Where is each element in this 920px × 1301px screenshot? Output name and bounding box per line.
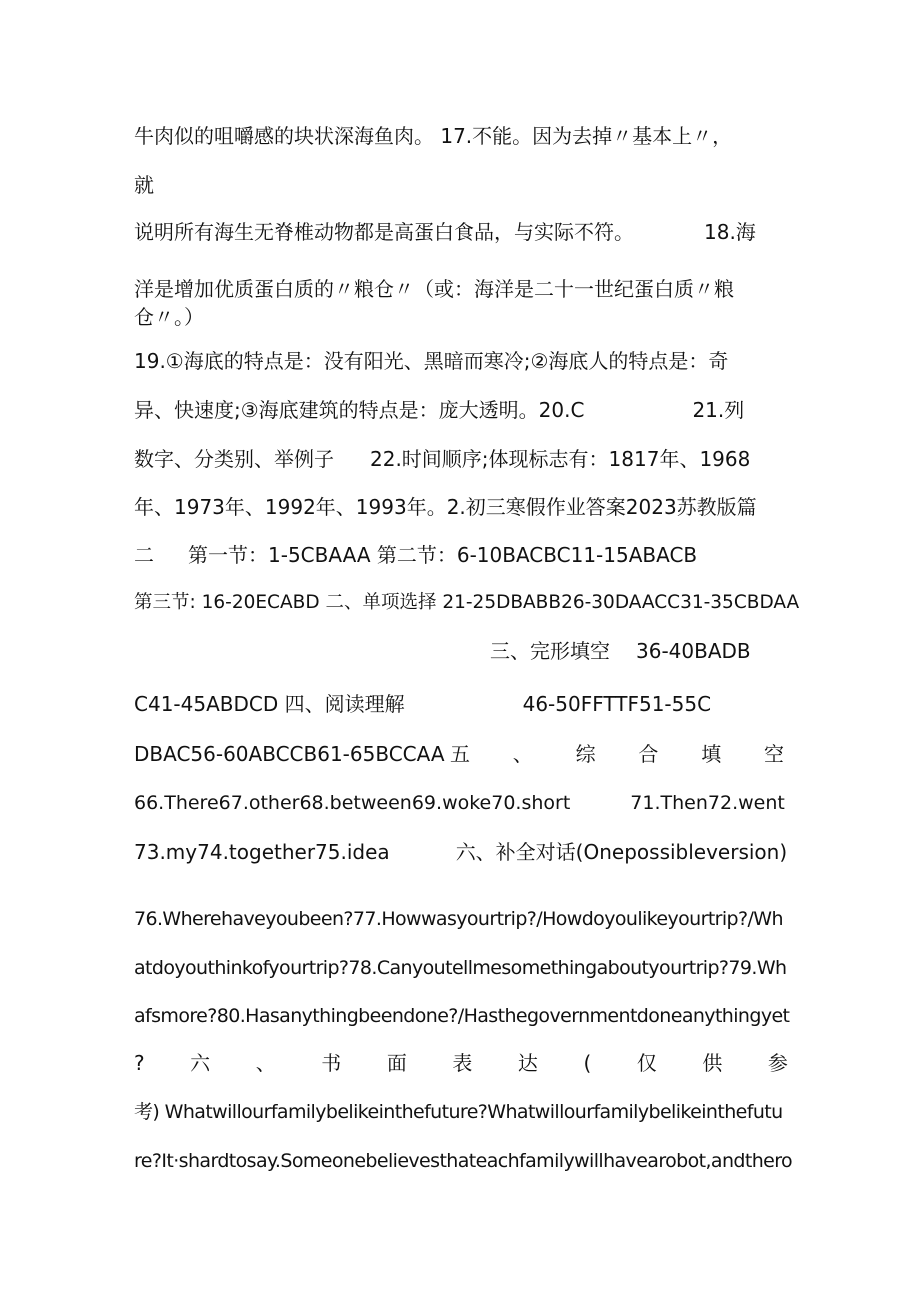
text-line-15-left: 66.There67.other68.between69.woke70.short [134,792,571,814]
text-line-3-left: 说明所有海生无脊椎动物都是高蛋白食品，与实际不符。 [134,220,634,244]
spread-char: 书 [321,1051,342,1075]
spread-char: 六 [190,1051,211,1075]
spread-char: 空 [763,742,784,766]
text-line-8-left: 数字、分类别、举例子 [134,447,334,471]
spread-char: 面 [386,1051,407,1075]
text-line-17: 76.Wherehaveyoubeen?77.Howwasyourtrip?/Howdoyoulikeyourtrip?/Wh [134,908,783,930]
text-line-6: 19.①海底的特点是：没有阳光、黑暗而寒冷;②海底人的特点是：奇 [134,349,729,373]
text-line-7-right: 21.列 [692,398,745,422]
text-line-15-right: 71.Then72.went [630,792,785,814]
text-line-3 [134,219,756,245]
text-line-22: re?It·shardtosay.Someonebelievesthateachfamilywillhavearobot,andthero [134,1150,793,1172]
text-line-10-left: 二 [134,543,154,567]
text-line-16-left: 73.my74.together75.idea [134,840,390,864]
spread-char: 参 [767,1051,788,1075]
spread-char: ? [134,1051,145,1075]
spread-char: ( [583,1051,592,1075]
text-line-13-right: 46-50FFTTF51-55C [522,692,712,716]
text-line-7 [134,397,744,423]
text-line-12 [490,638,751,664]
text-line-8-right: 22.时间顺序;体现标志有：1817年、1968 [370,447,751,471]
text-line-12-right: 36-40BADB [636,639,751,663]
text-line-13-left: C41-45ABDCD 四、阅读理解 [134,692,405,716]
text-line-5: 仓〃。） [134,305,204,329]
text-line-9: 年、1973年、1992年、1993年。2.初三寒假作业答案2023苏教版篇 [134,495,757,519]
text-line-21: 考) Whatwillourfamilybelikeinthefuture?Whatwillourfamilybelikeinthefutu [134,1101,783,1123]
text-line-11: 第三节: 16-20ECABD 二、单项选择 21-25DBABB26-30DAACC31-35CBDAA [134,592,800,613]
text-line-14-left: DBAC56-60ABCCB61-65BCCAA [134,742,445,766]
text-line-15 [134,790,785,816]
text-line-12-left: 三、完形填空 [490,639,610,663]
spread-char: 仅 [636,1051,657,1075]
text-line-14 [134,741,445,767]
spread-char: 表 [452,1051,473,1075]
text-line-13 [134,691,711,717]
spread-char: 五 [450,742,470,766]
text-line-18: atdoyouthinkofyourtrip?78.Canyoutellmesomethingaboutyourtrip?79.Wh [134,957,787,979]
text-line-16-right: 六、补全对话(Onepossibleversion) [455,840,788,864]
text-line-3-right: 18.海 [704,220,756,244]
spread-char: 综 [575,742,596,766]
spread-char: 、 [255,1051,276,1075]
spread-char: 供 [702,1051,723,1075]
text-line-14-spread [450,741,784,767]
text-line-10 [134,542,697,568]
spread-char: 合 [638,742,659,766]
spread-char: 、 [512,742,533,766]
text-line-4: 洋是增加优质蛋白质的〃粮仓〃（或：海洋是二十一世纪蛋白质〃粮 [134,277,734,301]
spread-char: 达 [517,1051,538,1075]
text-line-10-right: 第一节：1-5CBAAA 第二节：6-10BACBC11-15ABACB [188,543,698,567]
spread-char: 填 [701,742,722,766]
text-line-8 [134,446,750,472]
text-line-16 [134,839,787,865]
text-line-1: 牛肉似的咀嚼感的块状深海鱼肉。 17.不能。因为去掉〃基本上〃， [134,124,733,148]
text-line-19: afsmore?80.Hasanythingbeendone?/Hasthegovernmentdoneanythingyet [134,1005,790,1027]
text-line-7-left: 异、快速度;③海底建筑的特点是：庞大透明。20.C [134,398,585,422]
text-line-2: 就 [134,173,154,197]
text-line-20 [134,1050,788,1076]
